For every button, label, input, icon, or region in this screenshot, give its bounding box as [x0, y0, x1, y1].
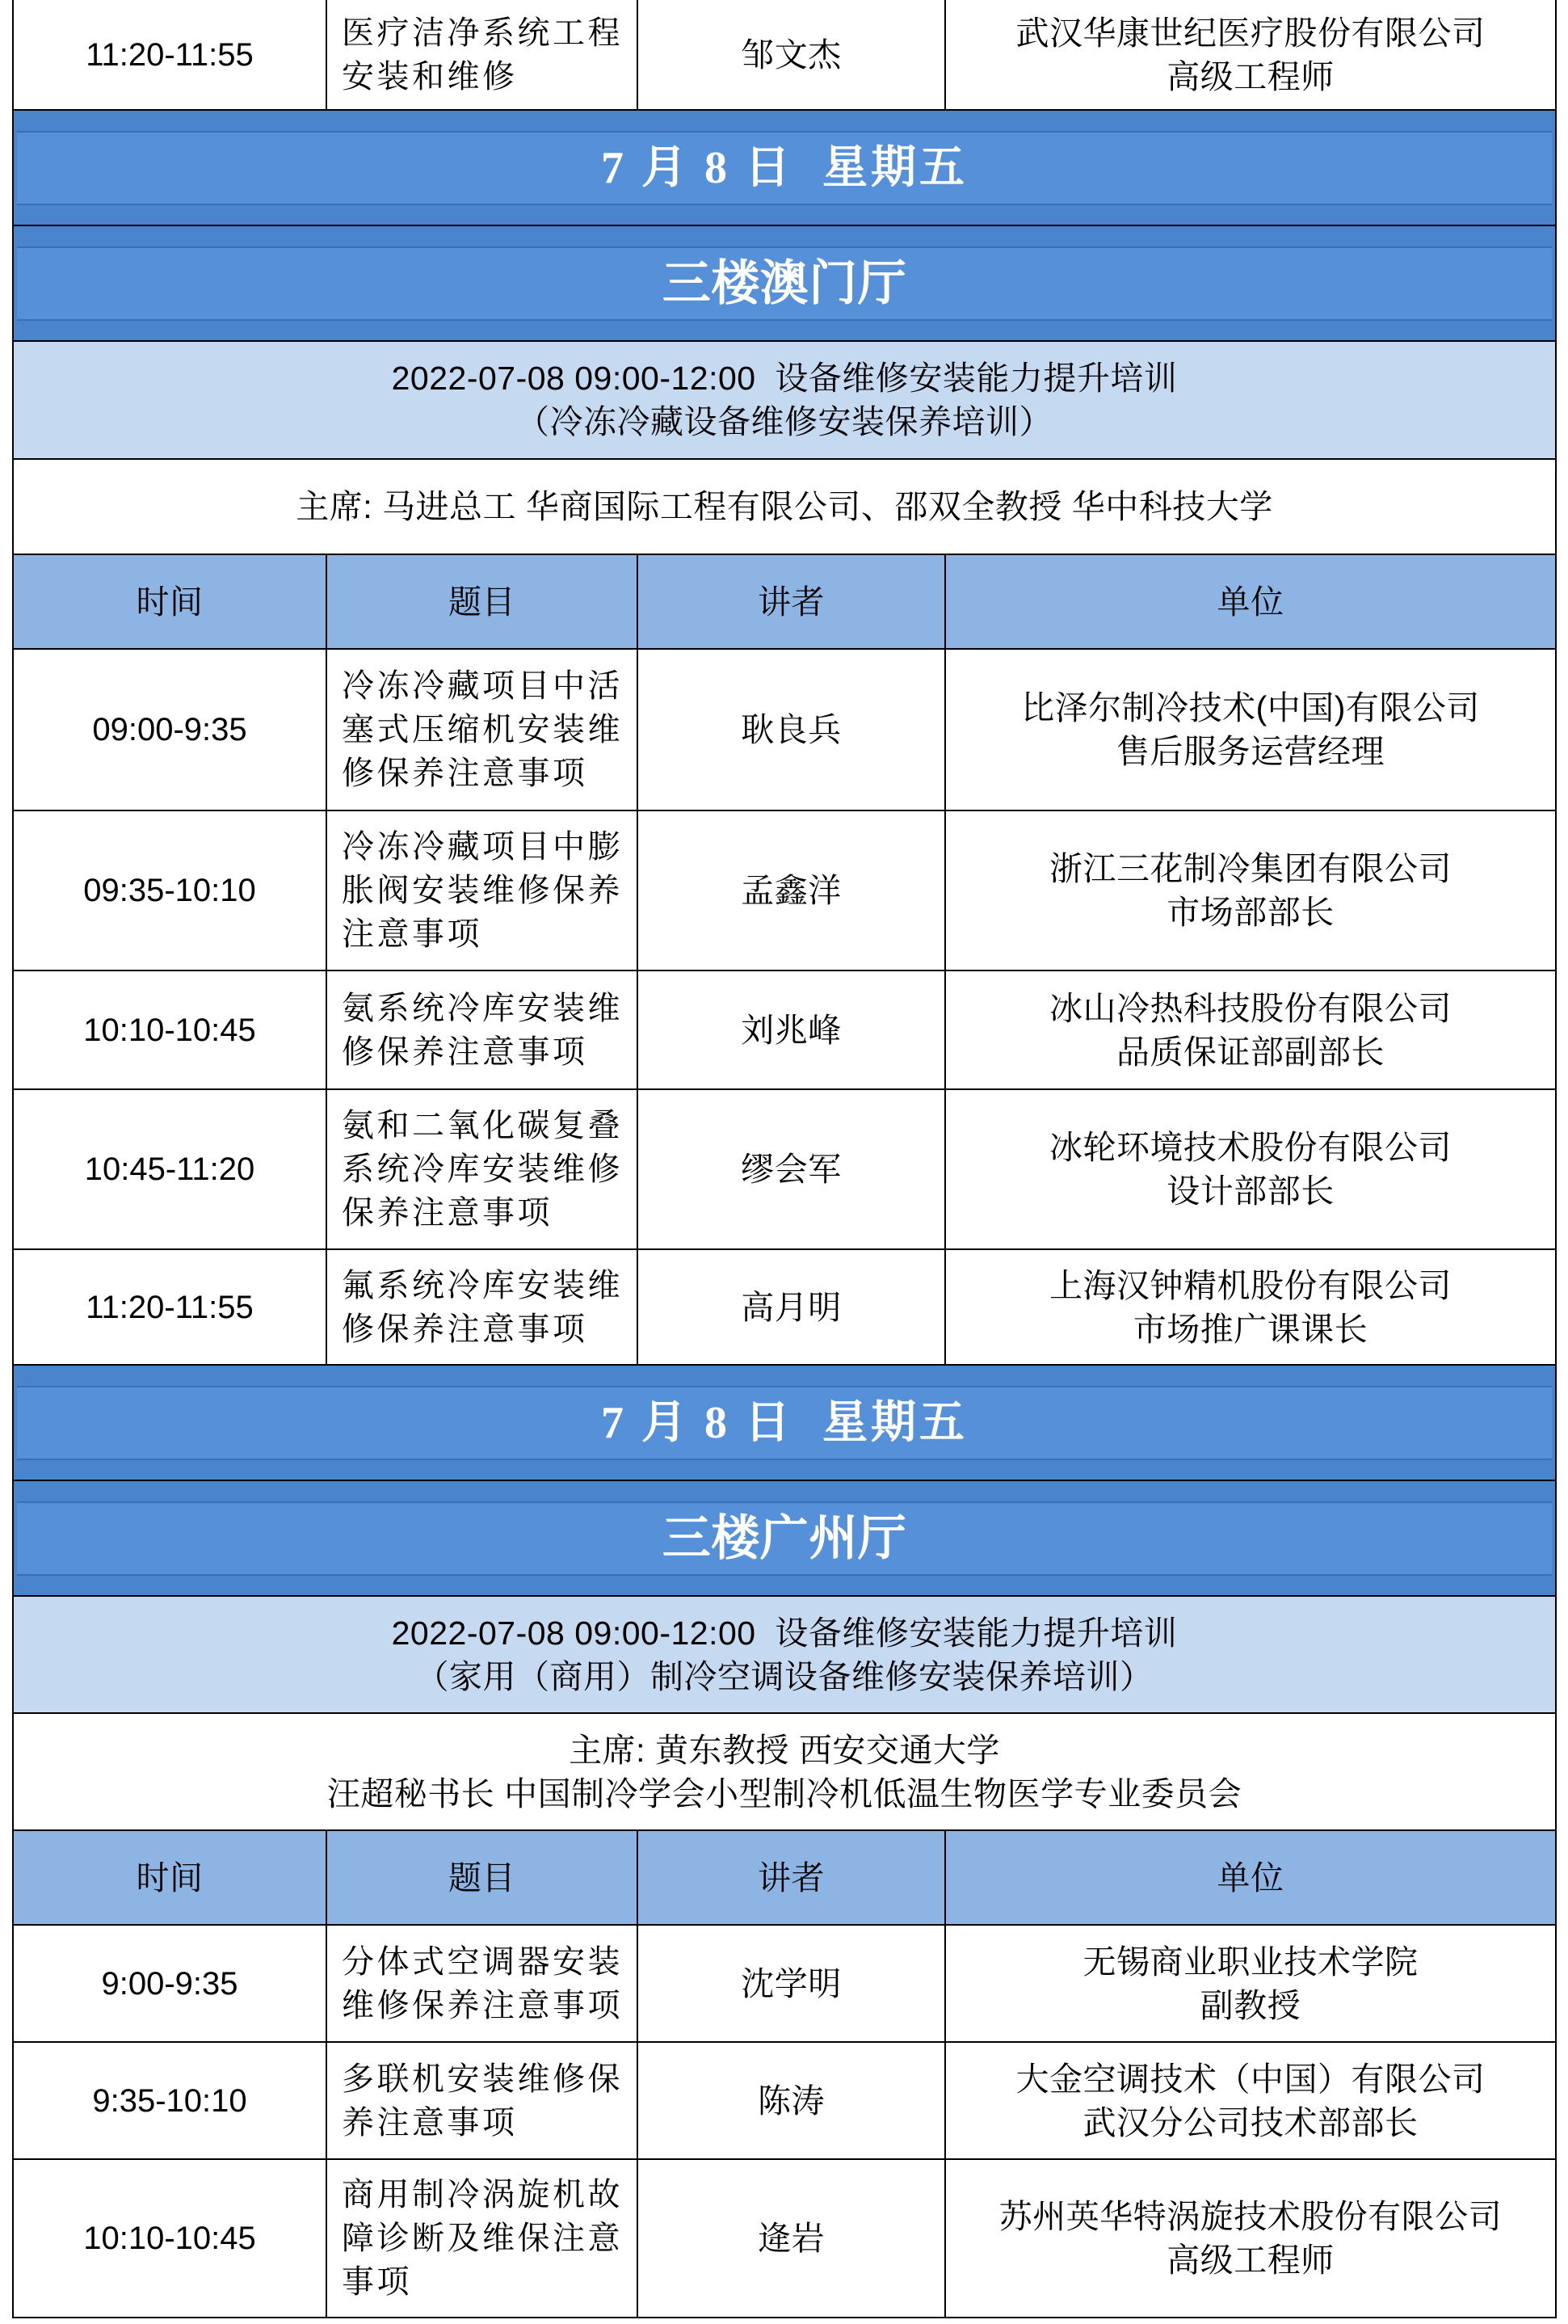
session-info-cell: [13, 341, 1556, 459]
speaker-role: 高级工程师: [1167, 2242, 1335, 2279]
talk-title-line: 氟系统冷库安装维: [342, 1267, 623, 1303]
speaker-name: 孟鑫洋: [741, 872, 842, 909]
session-time: 11:20-11:55: [86, 36, 254, 73]
date-band-row: [13, 110, 1556, 225]
speaker-name: 高月明: [741, 1288, 842, 1326]
time-cell: [13, 0, 326, 110]
speaker-role: 市场推广课课长: [1133, 1310, 1368, 1348]
band-inner: [17, 1501, 1552, 1576]
speaker-name: 缪会军: [741, 1151, 842, 1188]
talk-title-line: 冷冻冷藏项目中活: [342, 668, 623, 704]
speaker-name: 耿良兵: [741, 711, 842, 748]
talk-title-line: 胀阀安装维修保养: [342, 873, 623, 908]
org-cell: [945, 2042, 1556, 2159]
column-header-row: [13, 554, 1556, 649]
header-speaker: 讲者: [637, 554, 945, 649]
title-cell: [326, 1089, 637, 1249]
speaker-cell: [637, 2159, 945, 2318]
org-cell: [945, 0, 1556, 110]
speaker-cell: [637, 810, 945, 970]
talk-title-line: 修保养注意事项: [342, 1034, 588, 1070]
talk-title-line: 氨和二氧化碳复叠: [342, 1108, 623, 1143]
talk-title-line: 注意事项: [342, 916, 482, 952]
chair-cell: [13, 459, 1556, 554]
title-cell: [326, 970, 637, 1089]
date-band: [13, 1365, 1556, 1480]
org-name: 浙江三花制冷集团有限公司: [1049, 850, 1452, 887]
speaker-role: 副教授: [1200, 1986, 1301, 2024]
header-time: 时间: [13, 1830, 326, 1925]
header-org: 单位: [945, 1830, 1556, 1925]
speaker-role: 市场部部长: [1167, 894, 1335, 931]
time-cell: [13, 1925, 326, 2042]
column-header-row: [13, 1830, 1556, 1925]
schedule-table: [12, 0, 1557, 2318]
room-band: [13, 225, 1556, 341]
org-name: 冰轮环境技术股份有限公司: [1049, 1129, 1452, 1166]
time-cell: [13, 2042, 326, 2159]
speaker-cell: [637, 2042, 945, 2159]
time-cell: [13, 970, 326, 1089]
speaker-name: 邹文杰: [741, 36, 842, 74]
talk-title-line: 障诊断及维保注意: [342, 2221, 623, 2256]
session-info-line: （家用（商用）制冷空调设备维修安装保养培训）: [415, 1657, 1154, 1695]
table-row: [13, 2159, 1556, 2318]
speaker-cell: [637, 1925, 945, 2042]
room-band: [13, 1480, 1556, 1596]
room-heading: 三楼广州厅: [662, 1511, 907, 1565]
session-time: 10:10-10:45: [83, 1012, 256, 1048]
org-name: 无锡商业职业技术学院: [1082, 1943, 1419, 1981]
header-title: 题目: [326, 1830, 637, 1925]
session-time: 9:35-10:10: [92, 2082, 247, 2119]
band-inner: [17, 246, 1552, 321]
header-org: 单位: [945, 554, 1556, 649]
session-info-line: 2022-07-08 09:00-12:00 设备维修安装能力提升培训: [391, 1614, 1178, 1652]
speaker-name: 陈涛: [758, 2082, 825, 2120]
talk-title-line: 系统冷库安装维修: [342, 1151, 623, 1187]
org-cell: [945, 810, 1556, 970]
title-cell: [326, 2159, 637, 2318]
title-cell: [326, 810, 637, 970]
speaker-role: 高级工程师: [1167, 57, 1335, 95]
date-heading: 7 月 8 日 星期五: [601, 142, 968, 193]
header-title: 题目: [326, 554, 637, 649]
talk-title-line: 塞式压缩机安装维: [342, 712, 623, 747]
session-time: 9:00-9:35: [101, 1965, 238, 2002]
speaker-role: 售后服务运营经理: [1116, 733, 1385, 770]
session-info-line: 2022-07-08 09:00-12:00 设备维修安装能力提升培训: [391, 360, 1178, 397]
talk-title-line: 养注意事项: [342, 2104, 518, 2141]
chair-cell: [13, 1713, 1556, 1830]
header-speaker: 讲者: [637, 1830, 945, 1925]
org-cell: [945, 1089, 1556, 1249]
speaker-role: 品质保证部副部长: [1116, 1033, 1385, 1071]
chair-line: 主席: 马进总工 华商国际工程有限公司、邵双全教授 华中科技大学: [296, 488, 1273, 525]
session-time: 09:00-9:35: [92, 712, 247, 747]
speaker-cell: [637, 1089, 945, 1249]
table-row: [13, 810, 1556, 970]
title-cell: [326, 0, 637, 110]
speaker-cell: [637, 649, 945, 810]
table-row: [13, 1249, 1556, 1365]
table-row: [13, 1925, 1556, 2042]
talk-title-line: 商用制冷涡旋机故: [342, 2177, 623, 2212]
speaker-role: 设计部部长: [1167, 1173, 1335, 1210]
chair-row: [13, 459, 1556, 554]
org-name: 苏州英华特涡旋技术股份有限公司: [998, 2198, 1503, 2235]
session-time: 10:45-11:20: [84, 1151, 255, 1187]
session-info-cell: [13, 1596, 1556, 1713]
time-cell: [13, 2159, 326, 2318]
org-name: 上海汉钟精机股份有限公司: [1049, 1266, 1452, 1304]
time-cell: [13, 649, 326, 810]
schedule-document: [12, 0, 1555, 2318]
talk-title-line: 冷冻冷藏项目中膨: [342, 829, 623, 865]
date-heading: 7 月 8 日 星期五: [601, 1397, 968, 1448]
session-info-row: [13, 1596, 1556, 1713]
org-cell: [945, 1925, 1556, 2042]
speaker-name: 逄岩: [758, 2220, 825, 2257]
band-inner: [17, 131, 1552, 205]
table-row: [13, 649, 1556, 810]
talk-title-line: 氨系统冷库安装维: [342, 990, 623, 1026]
band-inner: [17, 1386, 1552, 1460]
talk-title-line: 维修保养注意事项: [342, 1987, 623, 2023]
chair-row: [13, 1713, 1556, 1830]
title-cell: [326, 1925, 637, 2042]
talk-title-line: 事项: [342, 2264, 412, 2300]
session-info-row: [13, 341, 1556, 459]
talk-title-line: 多联机安装维修保: [342, 2061, 623, 2097]
table-row: [13, 2042, 1556, 2159]
speaker-cell: [637, 970, 945, 1089]
room-heading: 三楼澳门厅: [662, 256, 907, 310]
speaker-name: 刘兆峰: [741, 1011, 842, 1049]
org-name: 武汉华康世纪医疗股份有限公司: [1015, 14, 1486, 52]
speaker-cell: [637, 0, 945, 110]
table-row: [13, 0, 1556, 110]
org-name: 比泽尔制冷技术(中国)有限公司: [1021, 689, 1480, 726]
org-cell: [945, 1249, 1556, 1365]
title-cell: [326, 2042, 637, 2159]
title-cell: [326, 1249, 637, 1365]
speaker-role: 武汉分公司技术部部长: [1082, 2103, 1419, 2141]
time-cell: [13, 1089, 326, 1249]
date-band-row: [13, 1365, 1556, 1480]
date-band: [13, 110, 1556, 225]
org-cell: [945, 2159, 1556, 2318]
org-name: 大金空调技术（中国）有限公司: [1015, 2060, 1486, 2098]
org-name: 冰山冷热科技股份有限公司: [1049, 989, 1452, 1027]
room-band-row: [13, 225, 1556, 341]
chair-line: 主席: 黄东教授 西安交通大学: [569, 1731, 1000, 1769]
org-cell: [945, 649, 1556, 810]
talk-title-line: 安装和维修: [342, 58, 518, 95]
org-cell: [945, 970, 1556, 1089]
table-row: [13, 970, 1556, 1089]
session-time: 09:35-10:10: [83, 873, 256, 908]
speaker-name: 沈学明: [741, 1964, 842, 2002]
talk-title-line: 保养注意事项: [342, 1195, 553, 1231]
time-cell: [13, 1249, 326, 1365]
table-row: [13, 1089, 1556, 1249]
talk-title-line: 修保养注意事项: [342, 756, 588, 791]
title-cell: [326, 649, 637, 810]
speaker-cell: [637, 1249, 945, 1365]
room-band-row: [13, 1480, 1556, 1596]
session-info-line: （冷冻冷藏设备维修安装保养培训）: [516, 403, 1053, 440]
time-cell: [13, 810, 326, 970]
session-time: 10:10-10:45: [83, 2221, 256, 2256]
talk-title-line: 分体式空调器安装: [342, 1943, 623, 1980]
talk-title-line: 修保养注意事项: [342, 1311, 588, 1347]
session-time: 11:20-11:55: [86, 1289, 254, 1325]
header-time: 时间: [13, 554, 326, 649]
talk-title-line: 医疗洁净系统工程: [342, 15, 623, 51]
chair-line: 汪超秘书长 中国制冷学会小型制冷机低温生物医学专业委员会: [326, 1775, 1242, 1812]
